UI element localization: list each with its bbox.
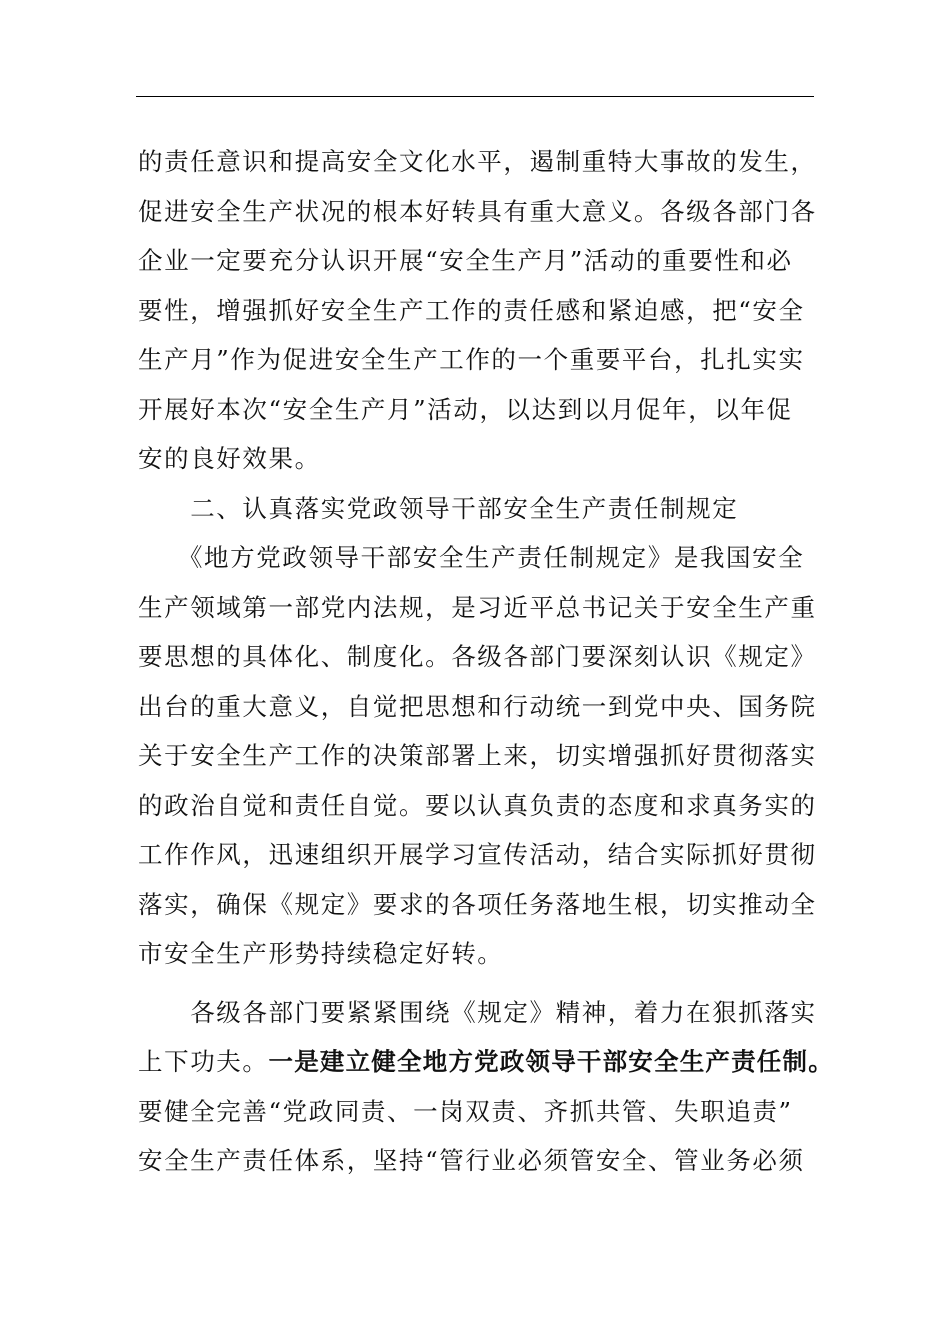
paragraph-line: 出台的重大意义，自觉把思想和行动统一到党中央、国务院 — [138, 691, 817, 721]
section-heading: 二、认真落实党政领导干部安全生产责任制规定 — [138, 493, 739, 523]
paragraph-line — [138, 1037, 838, 1087]
paragraph-line: 的政治自觉和责任自觉。要以认真负责的态度和求真务实的 — [138, 790, 817, 820]
paragraph-line: 企业一定要充分认识开展“安全生产月”活动的重要性和必 — [138, 246, 793, 275]
paragraph-line: 各级各部门要紧紧围绕《规定》精神，着力在狠抓落实 — [138, 997, 817, 1027]
paragraph-line: 安的良好效果。 — [138, 444, 321, 473]
paragraph-line: 要性，增强抓好安全生产工作的责任感和紧迫感，把“安全 — [138, 295, 805, 325]
paragraph-line: 要健全完善“党政同责、一岗双责、齐抓共管、失职追责” — [138, 1096, 793, 1126]
paragraph-line: 关于安全生产工作的决策部署上来，切实增强抓好贯彻落实 — [138, 741, 817, 770]
bold-emphasis: 一是建立健全地方党政领导干部安全生产责任制。 — [268, 1047, 834, 1076]
paragraph-line: 促进安全生产状况的根本好转具有重大意义。各级各部门各 — [138, 196, 817, 226]
paragraph-line: 开展好本次“安全生产月”活动，以达到以月促年，以年促 — [138, 394, 793, 424]
paragraph-line: 安全生产责任体系，坚持“管行业必须管安全、管业务必须 — [138, 1146, 805, 1175]
paragraph-line: 落实，确保《规定》要求的各项任务落地生根，切实推动全 — [138, 889, 817, 919]
paragraph-line: 《地方党政领导干部安全生产责任制规定》是我国安全 — [138, 543, 805, 572]
paragraph-line: 市安全生产形势持续稳定好转。 — [138, 939, 504, 968]
paragraph-line: 工作作风，迅速组织开展学习宣传活动，结合实际抓好贯彻 — [138, 840, 817, 869]
paragraph-line: 的责任意识和提高安全文化水平，遏制重特大事故的发生， — [138, 147, 817, 176]
paragraph-line: 生产月”作为促进安全生产工作的一个重要平台，扎扎实实 — [138, 345, 805, 374]
header-rule — [136, 96, 814, 97]
line-prefix: 上下功夫。 — [138, 1047, 269, 1076]
paragraph-line: 要思想的具体化、制度化。各级各部门要深刻认识《规定》 — [138, 642, 817, 671]
paragraph-line: 生产领域第一部党内法规，是习近平总书记关于安全生产重 — [138, 592, 817, 622]
body-text — [138, 137, 838, 1186]
